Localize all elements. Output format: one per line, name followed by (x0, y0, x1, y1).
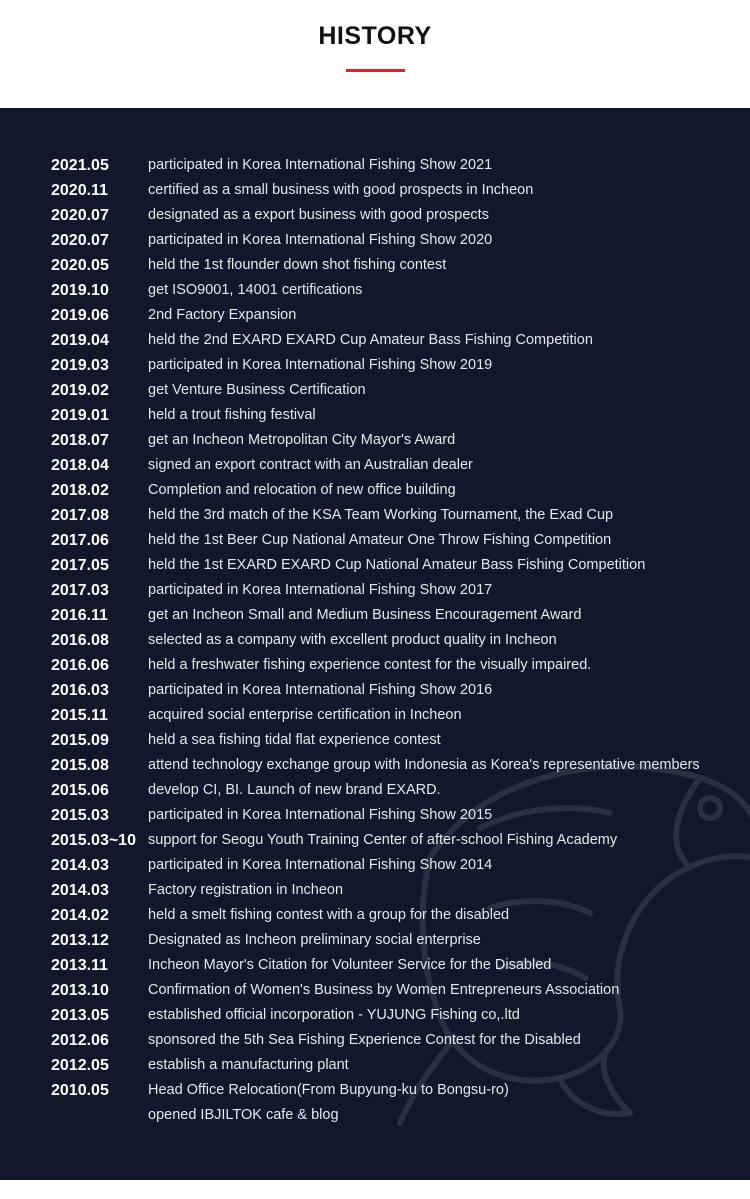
timeline-row (0, 903, 750, 928)
timeline-row (0, 1078, 750, 1103)
timeline-date: 2016.11 (51, 607, 108, 624)
timeline-row (0, 503, 750, 528)
timeline-date: 2015.08 (51, 757, 109, 774)
timeline-row (0, 603, 750, 628)
title-underline (346, 69, 405, 72)
timeline-row (0, 328, 750, 353)
timeline-event: Designated as Incheon preliminary social enterprise (148, 932, 481, 948)
timeline-event: participated in Korea International Fishing Show 2019 (148, 357, 493, 373)
timeline-event: Head Office Relocation(From Bupyung-ku to Bongsu-ro) (148, 1082, 509, 1098)
timeline-event: Factory registration in Incheon (148, 882, 344, 898)
timeline-row (0, 578, 750, 603)
history-timeline (0, 153, 750, 1128)
timeline-row (0, 1003, 750, 1028)
timeline-row (0, 1103, 750, 1128)
timeline-event: opened IBJILTOK cafe & blog (148, 1107, 339, 1123)
timeline-row (0, 753, 750, 778)
timeline-row (0, 953, 750, 978)
page-header (0, 0, 750, 108)
timeline-event: held the 3rd match of the KSA Team Working Tournament, the Exad Cup (148, 507, 614, 523)
timeline-event: held the 1st flounder down shot fishing contest (148, 257, 447, 273)
timeline-date: 2013.11 (51, 957, 108, 974)
timeline-date: 2019.02 (51, 382, 109, 399)
timeline-row (0, 453, 750, 478)
timeline-event: held the 2nd EXARD EXARD Cup Amateur Bass Fishing Competition (148, 332, 593, 348)
timeline-date: 2017.06 (51, 532, 109, 549)
timeline-event: develop CI, BI. Launch of new brand EXARD. (148, 782, 441, 798)
timeline-event: selected as a company with excellent product quality in Incheon (148, 632, 557, 648)
timeline-row (0, 528, 750, 553)
timeline-date: 2018.07 (51, 432, 109, 449)
timeline-event: get ISO9001, 14001 certifications (148, 282, 363, 298)
timeline-event: held a trout fishing festival (148, 407, 316, 423)
timeline-row (0, 278, 750, 303)
timeline-row (0, 853, 750, 878)
timeline-event: get an Incheon Metropolitan City Mayor's Award (148, 432, 456, 448)
timeline-date: 2015.09 (51, 732, 109, 749)
timeline-row (0, 153, 750, 178)
timeline-event: held a sea fishing tidal flat experience contest (148, 732, 441, 748)
timeline-row (0, 178, 750, 203)
history-panel (0, 108, 750, 1180)
page-title: HISTORY (318, 22, 432, 50)
timeline-row (0, 353, 750, 378)
timeline-row (0, 628, 750, 653)
timeline-date: 2012.05 (51, 1057, 109, 1074)
timeline-event: attend technology exchange group with Indonesia as Korea's representative members (148, 757, 700, 773)
timeline-date: 2014.03 (51, 857, 109, 874)
timeline-date: 2015.11 (51, 707, 108, 724)
timeline-row (0, 778, 750, 803)
timeline-date: 2020.11 (51, 182, 108, 199)
timeline-date: 2013.10 (51, 982, 109, 999)
timeline-date: 2016.08 (51, 632, 109, 649)
timeline-event: held the 1st Beer Cup National Amateur One Throw Fishing Competition (148, 532, 612, 548)
timeline-event: Incheon Mayor's Citation for Volunteer Service for the Disabled (148, 957, 552, 973)
timeline-date: 2013.05 (51, 1007, 109, 1024)
timeline-row (0, 928, 750, 953)
timeline-date: 2014.03 (51, 882, 109, 899)
timeline-event: designated as a export business with good prospects (148, 207, 489, 223)
timeline-date: 2015.03 (51, 807, 109, 824)
timeline-row (0, 478, 750, 503)
timeline-row (0, 203, 750, 228)
timeline-date: 2017.08 (51, 507, 109, 524)
timeline-event: held a smelt fishing contest with a group for the disabled (148, 907, 510, 923)
timeline-date: 2015.03~10 (51, 832, 136, 849)
timeline-event: sponsored the 5th Sea Fishing Experience Contest for the Disabled (148, 1032, 581, 1048)
timeline-event: participated in Korea International Fishing Show 2020 (148, 232, 493, 248)
timeline-date: 2010.05 (51, 1082, 109, 1099)
timeline-event: certified as a small business with good prospects in Incheon (148, 182, 534, 198)
timeline-date: 2016.03 (51, 682, 109, 699)
timeline-row (0, 653, 750, 678)
timeline-date: 2018.04 (51, 457, 109, 474)
timeline-date: 2019.06 (51, 307, 109, 324)
timeline-event: established official incorporation - YUJUNG Fishing co,.ltd (148, 1007, 520, 1023)
timeline-date: 2017.03 (51, 582, 109, 599)
timeline-event: participated in Korea International Fishing Show 2021 (148, 157, 493, 173)
timeline-event: participated in Korea International Fishing Show 2014 (148, 857, 493, 873)
timeline-event: support for Seogu Youth Training Center of after-school Fishing Academy (148, 832, 618, 848)
timeline-row (0, 978, 750, 1003)
timeline-row (0, 678, 750, 703)
timeline-date: 2013.12 (51, 932, 109, 949)
timeline-date: 2018.02 (51, 482, 109, 499)
timeline-event: held a freshwater fishing experience contest for the visually impaired. (148, 657, 592, 673)
timeline-event: participated in Korea International Fishing Show 2017 (148, 582, 493, 598)
timeline-row (0, 378, 750, 403)
timeline-row (0, 703, 750, 728)
timeline-event: Confirmation of Women's Business by Women Entrepreneurs Association (148, 982, 620, 998)
timeline-row (0, 1028, 750, 1053)
timeline-date: 2016.06 (51, 657, 109, 674)
timeline-row (0, 1053, 750, 1078)
timeline-date: 2014.02 (51, 907, 109, 924)
timeline-event: 2nd Factory Expansion (148, 307, 297, 323)
timeline-row (0, 228, 750, 253)
timeline-event: acquired social enterprise certification in Incheon (148, 707, 462, 723)
timeline-date: 2017.05 (51, 557, 109, 574)
timeline-date: 2020.05 (51, 257, 109, 274)
timeline-date: 2012.06 (51, 1032, 109, 1049)
timeline-row (0, 828, 750, 853)
timeline-date: 2015.06 (51, 782, 109, 799)
timeline-event: establish a manufacturing plant (148, 1057, 349, 1073)
timeline-row (0, 428, 750, 453)
timeline-event: participated in Korea International Fishing Show 2015 (148, 807, 493, 823)
timeline-event: signed an export contract with an Australian dealer (148, 457, 473, 473)
timeline-date: 2019.04 (51, 332, 109, 349)
timeline-event: get Venture Business Certification (148, 382, 366, 398)
timeline-row (0, 303, 750, 328)
timeline-row (0, 803, 750, 828)
timeline-row (0, 553, 750, 578)
timeline-row (0, 403, 750, 428)
timeline-event: participated in Korea International Fishing Show 2016 (148, 682, 493, 698)
timeline-event: Completion and relocation of new office building (148, 482, 456, 498)
timeline-event: held the 1st EXARD EXARD Cup National Amateur Bass Fishing Competition (148, 557, 646, 573)
timeline-event: get an Incheon Small and Medium Business Encouragement Award (148, 607, 582, 623)
timeline-row (0, 728, 750, 753)
timeline-date: 2019.01 (51, 407, 109, 424)
timeline-date: 2020.07 (51, 207, 109, 224)
timeline-row (0, 253, 750, 278)
timeline-date: 2021.05 (51, 157, 109, 174)
timeline-date: 2019.10 (51, 282, 109, 299)
timeline-date: 2020.07 (51, 232, 109, 249)
timeline-row (0, 878, 750, 903)
timeline-date: 2019.03 (51, 357, 109, 374)
